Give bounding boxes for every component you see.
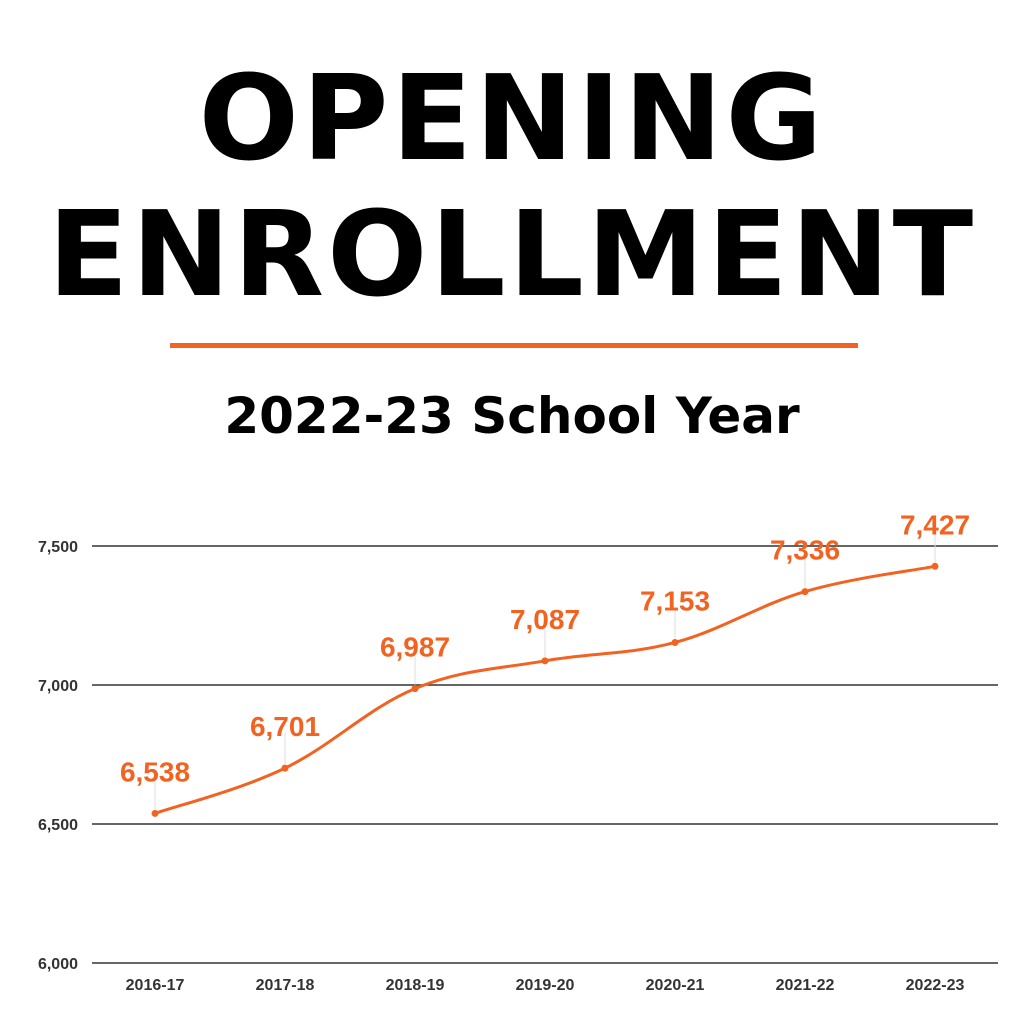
enrollment-line-chart [0, 490, 1024, 1010]
data-point [802, 588, 809, 595]
data-point [412, 685, 419, 692]
x-tick-label: 2022-23 [905, 977, 965, 994]
title-line-1: OPENING [198, 49, 826, 187]
x-tick-label: 2018-19 [385, 977, 445, 994]
x-tick-label: 2017-18 [255, 977, 315, 994]
title-line-2: ENROLLMENT [47, 185, 977, 323]
subtitle: 2022-23 School Year [224, 387, 800, 445]
data-label: 7,336 [769, 534, 841, 566]
y-tick-label: 6,500 [37, 817, 78, 834]
data-label: 6,701 [249, 711, 321, 743]
data-point [932, 563, 939, 570]
y-tick-label: 7,500 [37, 539, 78, 556]
x-tick-label: 2019-20 [515, 977, 575, 994]
data-point [672, 639, 679, 646]
data-label: 7,427 [899, 509, 971, 541]
data-label: 7,087 [509, 603, 581, 635]
title-block [0, 50, 1024, 322]
y-tick-label: 6,000 [37, 956, 78, 973]
data-label: 6,538 [119, 756, 191, 788]
y-tick-label: 7,000 [37, 678, 78, 695]
data-point [152, 810, 159, 817]
data-point [542, 657, 549, 664]
x-tick-label: 2021-22 [775, 977, 835, 994]
x-tick-label: 2020-21 [645, 977, 705, 994]
data-point [282, 765, 289, 772]
data-label: 7,153 [639, 585, 711, 617]
title-divider [170, 343, 858, 348]
data-label: 6,987 [379, 631, 451, 663]
x-tick-label: 2016-17 [125, 977, 185, 994]
